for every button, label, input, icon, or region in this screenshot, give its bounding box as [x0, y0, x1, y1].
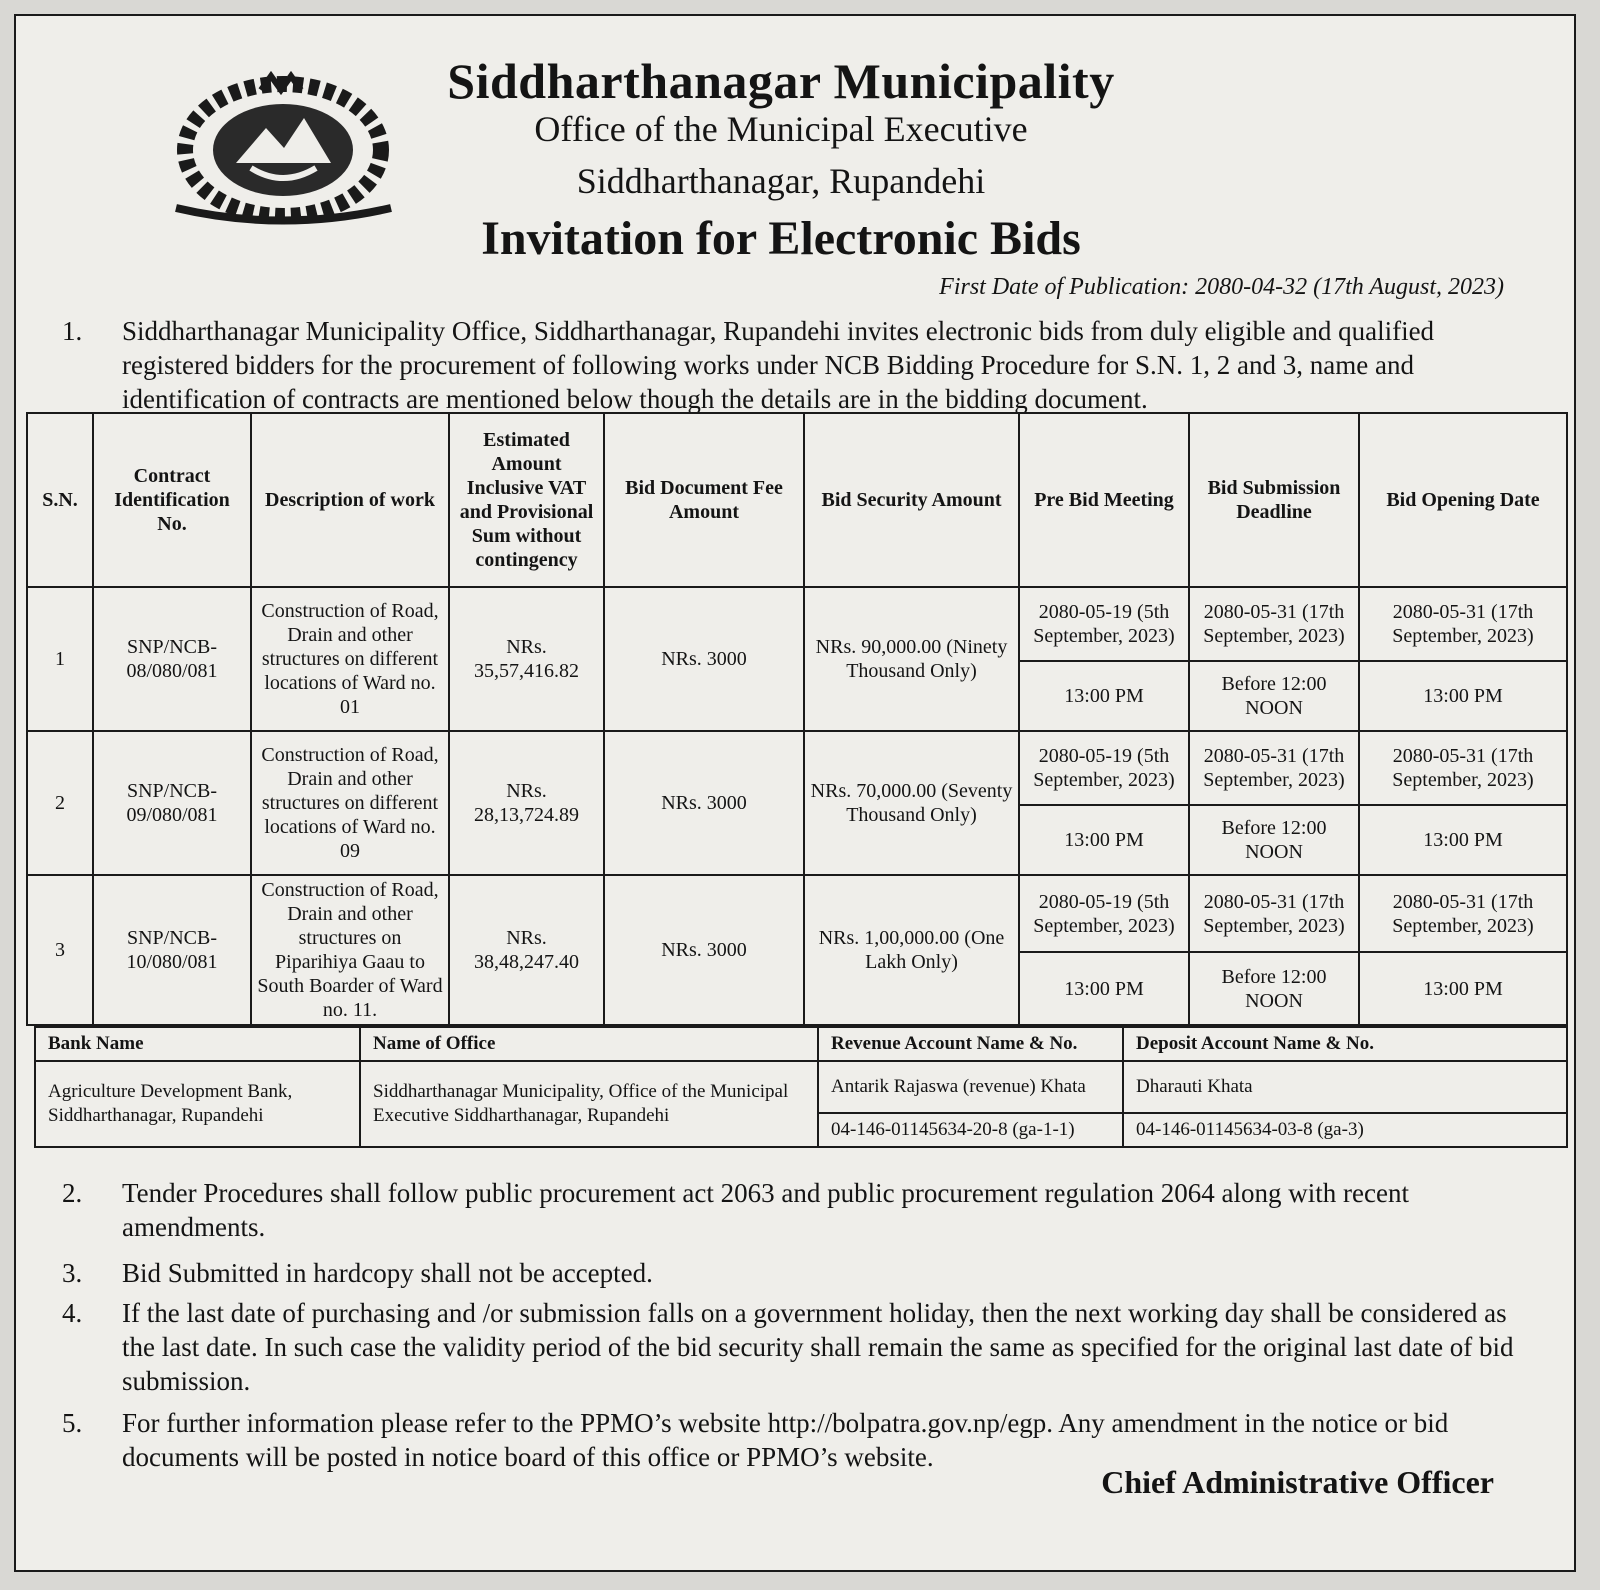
revenue-account-number: 04-146-01145634-20-8 (ga-1-1): [818, 1113, 1123, 1147]
cell-submission-date: 2080-05-31 (17th September, 2023): [1189, 875, 1359, 952]
column-header: S.N.: [27, 413, 93, 587]
cell-bid-security: NRs. 70,000.00 (Seventy Thousand Only): [804, 731, 1019, 875]
column-header: Contract Identification No.: [93, 413, 251, 587]
cell-sn: 1: [27, 587, 93, 731]
office-name: Office of the Municipal Executive: [534, 109, 1028, 149]
cell-prebid-date: 2080-05-19 (5th September, 2023): [1019, 731, 1189, 805]
cell-contract-id: SNP/NCB-09/080/081: [93, 731, 251, 875]
column-header: Bid Security Amount: [804, 413, 1019, 587]
cell-submission-date: 2080-05-31 (17th September, 2023): [1189, 587, 1359, 661]
column-header: Pre Bid Meeting: [1019, 413, 1189, 587]
paragraph-number: 5.: [62, 1408, 83, 1438]
cell-contract-id: SNP/NCB-08/080/081: [93, 587, 251, 731]
paragraph-3: [62, 1256, 1542, 1290]
table-row: [27, 731, 1567, 805]
cell-description: Construction of Road, Drain and other structures on different locations of Ward no. 01: [251, 587, 449, 731]
cell-opening-time: 13:00 PM: [1359, 805, 1567, 875]
office-name-header: Name of Office: [360, 1027, 818, 1061]
column-header: Bid Submission Deadline: [1189, 413, 1359, 587]
signatory-title: Chief Administrative Officer: [1101, 1464, 1494, 1500]
office-name-value: Siddharthanagar Municipality, Office of the Municipal Executive Siddharthanagar, Rupandehi: [360, 1061, 818, 1147]
deposit-account-name: Dharauti Khata: [1123, 1061, 1567, 1113]
table-row: [27, 875, 1567, 952]
cell-sn: 3: [27, 875, 93, 1025]
table-row: [35, 1061, 1567, 1113]
cell-estimated-amount: NRs. 38,48,247.40: [449, 875, 604, 1025]
cell-submission-date: 2080-05-31 (17th September, 2023): [1189, 731, 1359, 805]
bank-name-header: Bank Name: [35, 1027, 360, 1061]
cell-document-fee: NRs. 3000: [604, 587, 804, 731]
column-header: Bid Document Fee Amount: [604, 413, 804, 587]
bank-details-table: [34, 1026, 1568, 1148]
cell-document-fee: NRs. 3000: [604, 875, 804, 1025]
cell-prebid-time: 13:00 PM: [1019, 952, 1189, 1025]
notice-page: [14, 14, 1576, 1572]
cell-submission-time: Before 12:00 NOON: [1189, 952, 1359, 1025]
cell-prebid-date: 2080-05-19 (5th September, 2023): [1019, 875, 1189, 952]
cell-description: Construction of Road, Drain and other structures on different locations of Ward no. 09: [251, 731, 449, 875]
paragraph-1: [62, 314, 1542, 416]
cell-description: Construction of Road, Drain and other structures on Piparihiya Gaau to South Boarder of Ward no. 11.: [251, 875, 449, 1025]
notice-title: Invitation for Electronic Bids: [481, 212, 1081, 265]
deposit-account-number: 04-146-01145634-03-8 (ga-3): [1123, 1113, 1567, 1147]
organization-name: Siddharthanagar Municipality: [447, 53, 1115, 109]
paragraph-text: For further information please refer to the PPMO’s website http://bolpatra.gov.np/egp. Any amendment in the notice or bid documents will be posted in notice board of this office or PPMO’s website.: [122, 1408, 1449, 1472]
table-row: [27, 587, 1567, 661]
nepal-emblem-icon: [166, 68, 401, 228]
revenue-account-header: Revenue Account Name & No.: [818, 1027, 1123, 1061]
paragraph-text: Bid Submitted in hardcopy shall not be accepted.: [122, 1258, 653, 1288]
paragraph-number: 3.: [62, 1258, 83, 1288]
paragraph-text: Tender Procedures shall follow public procurement act 2063 and public procurement regulation 2064 along with recent amendments.: [122, 1178, 1409, 1242]
cell-opening-time: 13:00 PM: [1359, 952, 1567, 1025]
deposit-account-header: Deposit Account Name & No.: [1123, 1027, 1567, 1061]
cell-contract-id: SNP/NCB-10/080/081: [93, 875, 251, 1025]
paragraph-text: Siddharthanagar Municipality Office, Siddharthanagar, Rupandehi invites electronic bids from duly eligible and qualified registered bidders for the procurement of following works under NCB Bidding Procedure for S.N. 1, 2 and 3, name and identification of contracts are mentioned below though the details are in the bidding document.: [122, 316, 1435, 414]
cell-submission-time: Before 12:00 NOON: [1189, 805, 1359, 875]
paragraph-4: [62, 1296, 1542, 1398]
cell-bid-security: NRs. 1,00,000.00 (One Lakh Only): [804, 875, 1019, 1025]
cell-estimated-amount: NRs. 35,57,416.82: [449, 587, 604, 731]
cell-document-fee: NRs. 3000: [604, 731, 804, 875]
publication-date: First Date of Publication: 2080-04-32 (17th August, 2023): [939, 274, 1504, 300]
cell-prebid-time: 13:00 PM: [1019, 661, 1189, 731]
cell-submission-time: Before 12:00 NOON: [1189, 661, 1359, 731]
table-row: [35, 1027, 1567, 1061]
column-header: Description of work: [251, 413, 449, 587]
paragraph-2: [62, 1176, 1542, 1244]
cell-opening-date: 2080-05-31 (17th September, 2023): [1359, 587, 1567, 661]
revenue-account-name: Antarik Rajaswa (revenue) Khata: [818, 1061, 1123, 1113]
office-address: Siddharthanagar, Rupandehi: [576, 161, 986, 201]
cell-opening-time: 13:00 PM: [1359, 661, 1567, 731]
cell-prebid-time: 13:00 PM: [1019, 805, 1189, 875]
cell-sn: 2: [27, 731, 93, 875]
cell-opening-date: 2080-05-31 (17th September, 2023): [1359, 875, 1567, 952]
paragraph-number: 1.: [62, 316, 83, 346]
paragraph-number: 4.: [62, 1298, 83, 1328]
cell-opening-date: 2080-05-31 (17th September, 2023): [1359, 731, 1567, 805]
cell-prebid-date: 2080-05-19 (5th September, 2023): [1019, 587, 1189, 661]
table-header-row: [27, 413, 1567, 587]
column-header: Estimated Amount Inclusive VAT and Provisional Sum without contingency: [449, 413, 604, 587]
paragraph-text: If the last date of purchasing and /or submission falls on a government holiday, then the next working day shall be considered as the last date. In such case the validity period of the bid security shall remain the same as specified for the original last date of bid submission.: [122, 1298, 1514, 1396]
bids-table: [26, 412, 1568, 1026]
column-header: Bid Opening Date: [1359, 413, 1567, 587]
bank-name: Agriculture Development Bank, Siddharthanagar, Rupandehi: [35, 1061, 360, 1147]
cell-estimated-amount: NRs. 28,13,724.89: [449, 731, 604, 875]
cell-bid-security: NRs. 90,000.00 (Ninety Thousand Only): [804, 587, 1019, 731]
paragraph-number: 2.: [62, 1178, 83, 1208]
